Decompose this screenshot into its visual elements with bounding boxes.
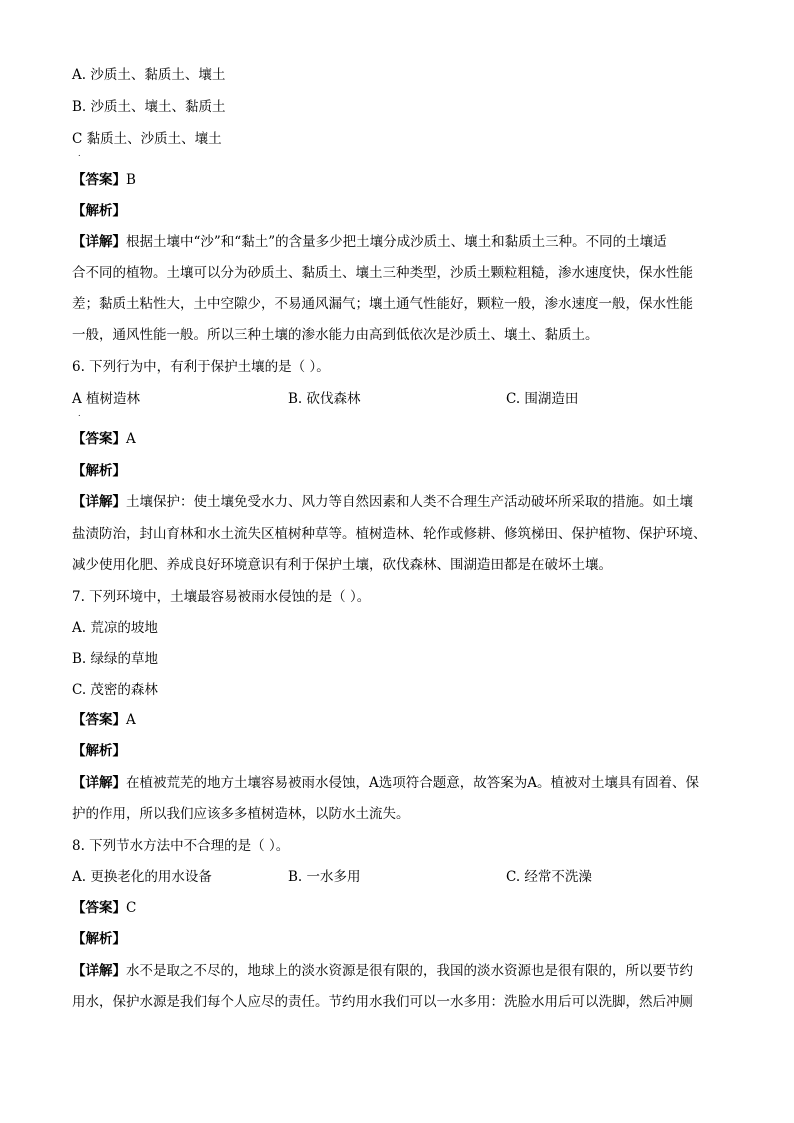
answer-value: A xyxy=(126,431,136,447)
q7-option-a: A. 荒凉的坡地 xyxy=(72,620,158,636)
answer-label: 【答案】 xyxy=(72,431,126,447)
q5-option-c: C 黏质土、沙质土、壤土 xyxy=(72,131,222,147)
q5-option-a: A. 沙质土、黏质土、壤土 xyxy=(72,67,226,83)
q5-detail-line-4: 一般，通风性能一般。所以三种土壤的渗水能力由高到低依次是沙质土、壤土、黏质土。 xyxy=(72,327,599,343)
q7-detail-line-1: 【详解】在植被荒芜的地方土壤容易被雨水侵蚀，A选项符合题意，故答案为A。植被对土壤具有固着、保 xyxy=(72,775,699,791)
stray-dot: . xyxy=(78,409,81,418)
q6-analysis-label: 【解析】 xyxy=(72,463,126,479)
answer-value: C xyxy=(126,900,137,916)
q6-answer xyxy=(72,431,136,447)
q5-answer xyxy=(72,172,136,188)
q5-detail-line-2: 合不同的植物。土壤可以分为砂质土、黏质土、壤土三种类型，沙质土颗粒粗糙，渗水速度快，保水性能 xyxy=(72,265,693,281)
q7-stem: 7. 下列环境中，土壤最容易被雨水侵蚀的是（ ）。 xyxy=(72,589,371,605)
q6-option-b: B. 砍伐森林 xyxy=(288,391,361,407)
q5-analysis-label: 【解析】 xyxy=(72,203,126,219)
detail-label: 【详解】 xyxy=(72,963,126,979)
q8-answer xyxy=(72,900,136,916)
answer-label: 【答案】 xyxy=(72,712,126,728)
q8-option-a: A. 更换老化的用水设备 xyxy=(72,869,212,885)
answer-value: A xyxy=(126,712,136,728)
q6-option-a: A 植树造林 xyxy=(72,391,141,407)
answer-value: B xyxy=(126,172,136,188)
q6-options-row xyxy=(72,391,724,407)
q8-analysis-label: 【解析】 xyxy=(72,931,126,947)
answer-label: 【答案】 xyxy=(72,900,126,916)
q8-option-b: B. 一水多用 xyxy=(288,869,361,885)
q7-answer xyxy=(72,712,136,728)
q8-detail-line-1: 【详解】水不是取之不尽的，地球上的淡水资源是很有限的，我国的淡水资源也是很有限的，所以要节约 xyxy=(72,963,693,979)
q8-option-c: C. 经常不洗澡 xyxy=(506,869,592,885)
q8-options-row xyxy=(72,869,724,885)
q6-stem: 6. 下列行为中，有利于保护土壤的是（ ）。 xyxy=(72,359,330,375)
q8-stem: 8. 下列节水方法中不合理的是（ ）。 xyxy=(72,838,290,854)
q7-option-b: B. 绿绿的草地 xyxy=(72,651,159,667)
stray-dot: . xyxy=(78,149,81,158)
q7-detail-line-2: 护的作用，所以我们应该多多植树造林，以防水土流失。 xyxy=(72,806,410,822)
detail-label: 【详解】 xyxy=(72,494,126,510)
q6-option-c: C. 围湖造田 xyxy=(506,391,579,407)
q8-detail-line-2: 用水，保护水源是我们每个人应尽的责任。节约用水我们可以一水多用：洗脸水用后可以洗脚，然后冲厕 xyxy=(72,994,693,1010)
q5-detail-line-3: 差；黏质土粘性大，土中空隙少，不易通风漏气；壤土通气性能好，颗粒一般，渗水速度一般，保水性能 xyxy=(72,296,693,312)
q6-detail-line-3: 减少使用化肥、养成良好环境意识有利于保护土壤，砍伐森林、围湖造田都是在破坏土壤。 xyxy=(72,557,612,573)
q7-analysis-label: 【解析】 xyxy=(72,743,126,759)
answer-label: 【答案】 xyxy=(72,172,126,188)
detail-label: 【详解】 xyxy=(72,775,126,791)
detail-label: 【详解】 xyxy=(72,234,126,250)
q5-detail-line-1: 【详解】根据土壤中“沙”和“黏土”的含量多少把土壤分成沙质土、壤土和黏质土三种。不同的土壤适 xyxy=(72,234,667,250)
q7-option-c: C. 茂密的森林 xyxy=(72,682,158,698)
q5-option-b: B. 沙质土、壤土、黏质土 xyxy=(72,99,226,115)
q6-detail-line-2: 盐渍防治，封山育林和水土流失区植树种草等。植树造林、轮作或修耕、修筑梯田、保护植物、保护环境、 xyxy=(72,526,707,542)
q6-detail-line-1: 【详解】土壤保护：使土壤免受水力、风力等自然因素和人类不合理生产活动破坏所采取的措施。如土壤 xyxy=(72,494,693,510)
